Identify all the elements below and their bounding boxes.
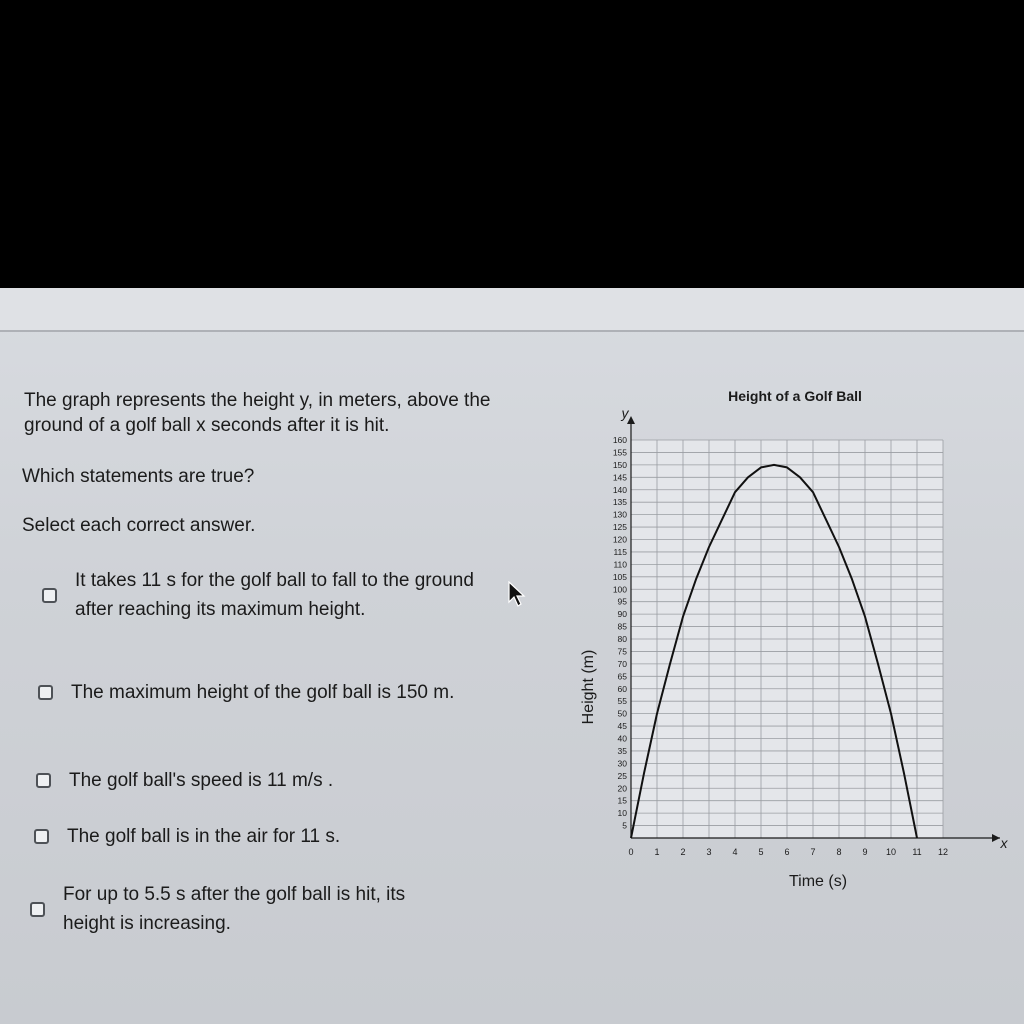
y-tick-label: 40: [617, 733, 627, 744]
y-tick-label: 5: [622, 820, 627, 831]
x-tick-label: 7: [810, 847, 816, 857]
x-tick-label: 3: [706, 847, 712, 857]
y-axis-title: Height (m): [580, 649, 597, 725]
option-4-label: The golf ball is in the air for 11 s.: [67, 826, 341, 847]
x-tick-label: 12: [937, 847, 949, 857]
y-tick-label: 135: [612, 497, 627, 508]
x-tick-label: 8: [836, 847, 842, 857]
y-tick-label: 35: [617, 745, 627, 756]
y-tick-label: 125: [612, 522, 627, 533]
x-tick-label: 9: [862, 847, 868, 857]
y-tick-label: 55: [617, 696, 627, 707]
y-tick-label: 95: [617, 596, 627, 607]
y-tick-label: 155: [612, 447, 627, 458]
x-tick-label: 11: [912, 847, 922, 857]
y-tick-label: 100: [612, 584, 627, 595]
y-tick-label: 75: [617, 646, 627, 657]
y-tick-label: 140: [612, 484, 627, 495]
y-tick-label: 65: [617, 671, 627, 682]
y-tick-label: 50: [617, 708, 627, 719]
y-tick-label: 120: [612, 534, 627, 545]
x-tick-label: 1: [654, 847, 660, 857]
instruction-text: Select each correct answer.: [22, 515, 256, 536]
x-tick-label: 6: [784, 847, 790, 857]
y-tick-label: 30: [617, 758, 627, 769]
chart-title: Height of a Golf Ball: [728, 388, 862, 404]
question-ask: Which statements are true?: [22, 466, 255, 487]
y-axis-letter: y: [621, 405, 629, 421]
x-tick-label: 10: [885, 847, 897, 857]
y-tick-label: 25: [617, 770, 627, 781]
x-tick-label: 4: [732, 847, 738, 857]
quiz-screen: [0, 288, 1024, 1024]
y-tick-label: 80: [617, 634, 627, 644]
y-tick-label: 110: [613, 559, 627, 570]
y-tick-label: 145: [612, 472, 627, 483]
x-tick-label: 2: [680, 847, 686, 857]
x-tick-label: 5: [758, 847, 764, 857]
y-tick-label: 20: [617, 783, 627, 794]
question-prompt: The graph represents the height y, in meters, above the ground of a golf ball x seconds after it is hit.: [24, 390, 491, 436]
x-axis-arrow-icon: [992, 834, 1000, 842]
option-2-label: The maximum height of the golf ball is 150 m.: [71, 682, 455, 703]
y-tick-label: 15: [617, 795, 627, 806]
x-tick-label: 0: [628, 847, 634, 857]
y-tick-label: 85: [617, 621, 627, 632]
option-1-label: It takes 11 s for the golf ball to fall to the ground after reaching its maximum height.: [75, 570, 474, 620]
y-tick-label: 60: [617, 683, 627, 694]
option-5-label: For up to 5.5 s after the golf ball is hit, its height is increasing.: [63, 884, 406, 934]
y-tick-label: 150: [612, 459, 627, 470]
y-tick-label: 130: [612, 509, 627, 520]
x-axis-letter: x: [1000, 835, 1008, 851]
plot-area: [613, 416, 1000, 857]
y-tick-label: 105: [612, 571, 627, 582]
y-tick-label: 90: [617, 609, 627, 620]
x-axis-title: Time (s): [788, 873, 848, 890]
y-tick-label: 70: [617, 658, 627, 669]
option-3-label: The golf ball's speed is 11 m/s .: [69, 770, 334, 791]
y-tick-label: 160: [612, 435, 627, 445]
height-chart: [0, 288, 1024, 1024]
y-tick-label: 10: [617, 808, 627, 819]
y-tick-label: 115: [613, 546, 627, 557]
y-tick-label: 45: [617, 721, 627, 732]
